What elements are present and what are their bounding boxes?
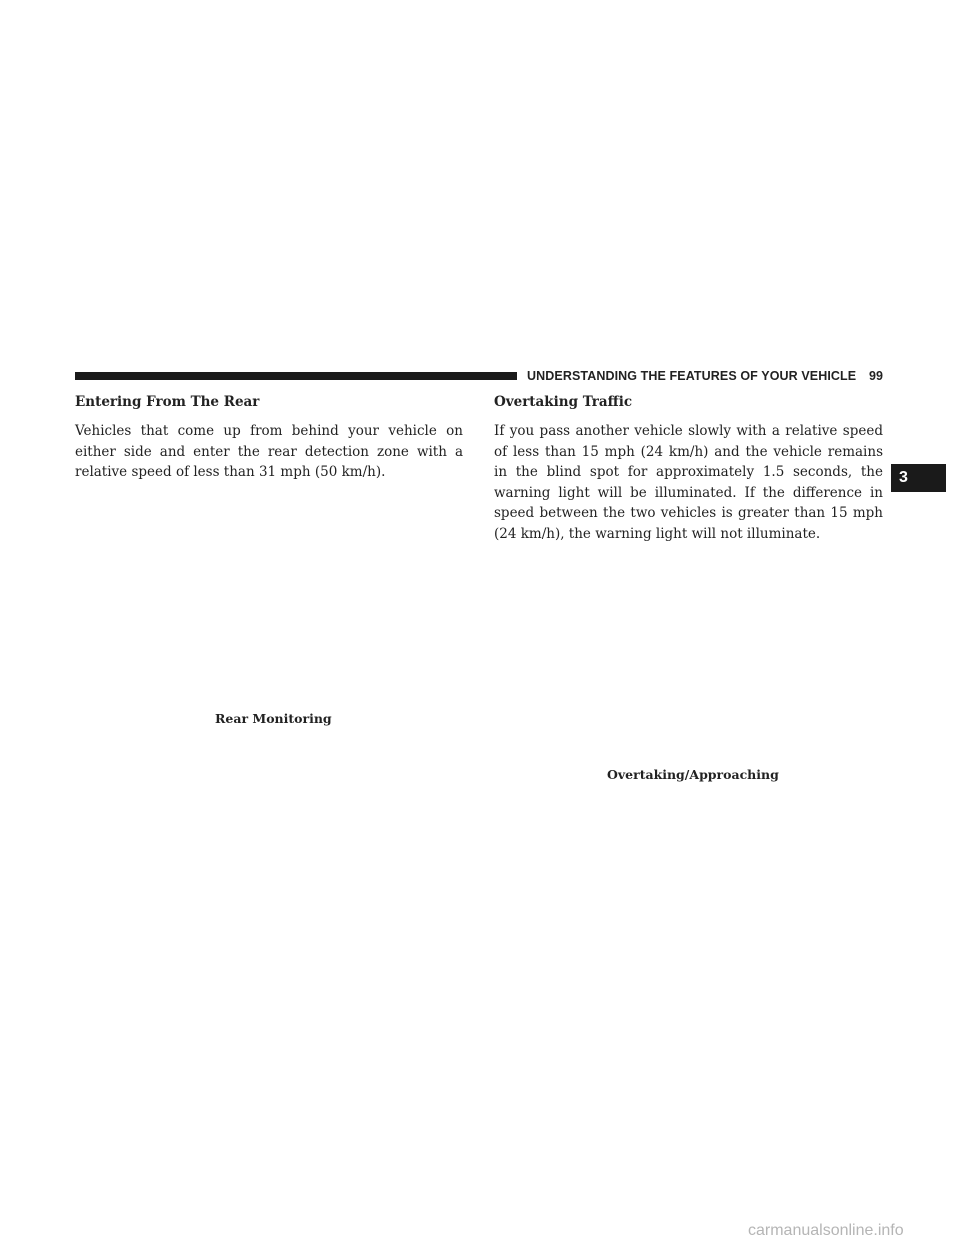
- paragraph-overtaking-traffic: If you pass another vehicle slowly with a relative speed of less than 15 mph (24 km/h) and the vehicle remains in the blind spot for approximately 1.5 seconds, the warning light will be illuminated. If the difference in speed between the two vehicles is greater than 15 mph (24 km/h), the warning light will not illuminate.: [494, 423, 883, 542]
- header-rule: [75, 372, 517, 380]
- section-title: UNDERSTANDING THE FEATURES OF YOUR VEHICLE: [527, 369, 857, 383]
- right-column: [494, 394, 883, 544]
- page-number: 99: [869, 369, 883, 383]
- figure-caption-rear-monitoring: Rear Monitoring: [215, 711, 332, 726]
- heading-overtaking-traffic: Overtaking Traffic: [494, 394, 633, 410]
- chapter-tab: 3: [891, 464, 946, 492]
- left-column: [75, 394, 463, 483]
- heading-entering-from-rear: Entering From The Rear: [75, 394, 260, 410]
- figure-caption-overtaking: Overtaking/Approaching: [607, 767, 779, 782]
- paragraph-entering-from-rear: Vehicles that come up from behind your vehicle on either side and enter the rear detection zone with a relative speed of less than 31 mph (50 km/h).: [75, 423, 463, 480]
- watermark: carmanualsonline.info: [748, 1222, 904, 1239]
